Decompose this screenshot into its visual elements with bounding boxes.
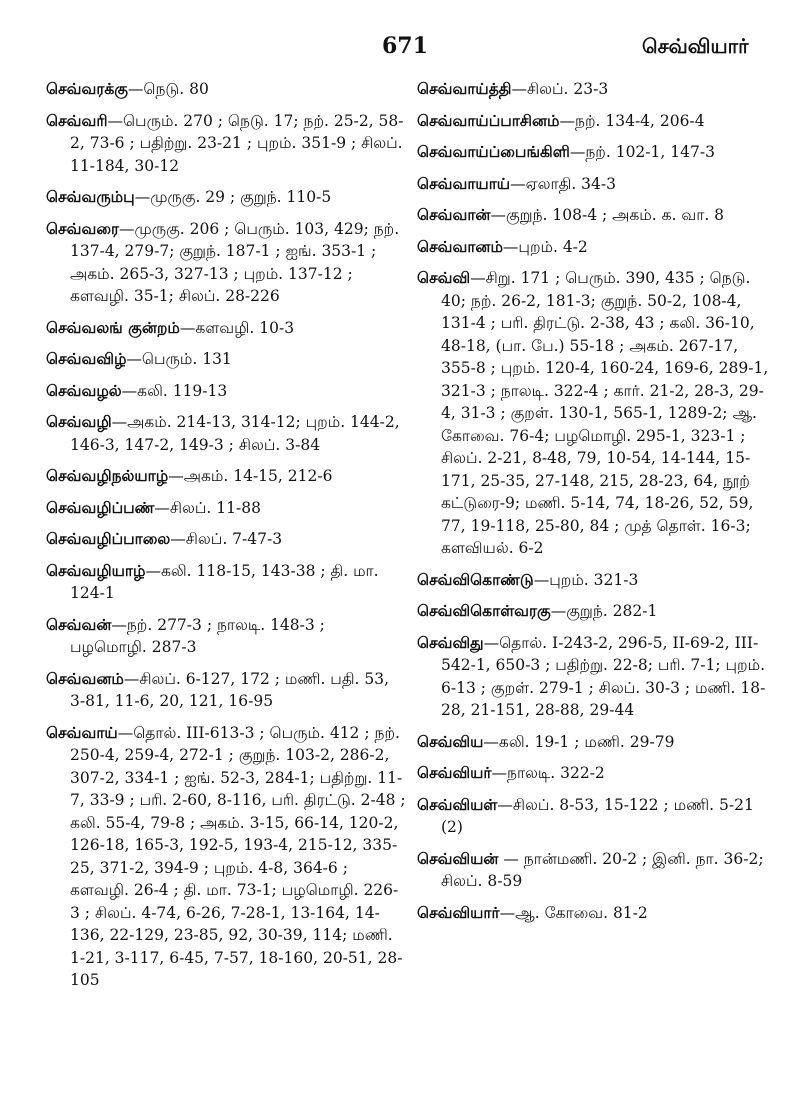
- entry-headword: செவ்விகொண்டு: [417, 569, 534, 589]
- index-entry: [46, 528, 406, 551]
- entry-references: —ஏலாதி. 34-3: [510, 174, 616, 193]
- index-entry: [417, 902, 777, 925]
- entry-headword: செவ்வழிப்பண்: [46, 497, 155, 517]
- entry-headword: செவ்வான்: [417, 205, 491, 224]
- entry-references: —குறுந். 108-4 ; அகம். க. வா. 8: [490, 206, 725, 224]
- entry-headword: செவ்வனம்: [46, 668, 124, 688]
- index-entry: [46, 411, 406, 456]
- entry-headword: செவ்வழிப்பாலை: [46, 529, 171, 548]
- entry-references: —சிறு. 171 ; பெரும். 390, 435 ; நெடு. 40; நற். 26-2, 181-3; குறுந். 50-2, 108-4, 131-4 ; பரி. திரட்டு. 2-38, 43 ; கலி. 36-10, 48-18, (பா. பே.) 55-18 ; அகம். 267-17, 355-8 ; புறம். 120-4, 160-24, 169-6, 289-1, 321-3 ; நாலடி. 322-4 ; கார். 21-2, 28-3, 29-4, 31-3 ; குறள். 130-1, 565-1, 1289-2; ஆ. கோவை. 76-4; பழமொழி. 295-1, 323-1 ; சிலப். 2-21, 8-48, 79, 10-54, 14-144, 15-171, 25-35, 27-148, 215, 28-23, 64, நூற் கட்டுரை-9; மணி. 5-14, 74, 18-26, 52, 59, 77, 19-118, 25-80, 84 ; முத் தொள். 16-3; களவியல். 6-2: [441, 269, 769, 557]
- index-entry: [46, 348, 406, 371]
- index-entry: [417, 141, 777, 164]
- index-entry: [46, 614, 406, 659]
- entry-headword: செவ்வரை: [46, 218, 119, 238]
- entry-references: —கலி. 19-1 ; மணி. 29-79: [483, 732, 675, 751]
- entry-references: —சிலப். 7-47-3: [170, 530, 283, 548]
- index-entry: [417, 794, 777, 839]
- right-column: [417, 78, 777, 933]
- entry-headword: செவ்வாய்ப்பைங்கிளி: [417, 142, 570, 161]
- entry-headword: செவ்வன்: [46, 614, 112, 634]
- entry-headword: செவ்வரக்கு: [46, 79, 128, 98]
- entry-references: — நான்மணி. 20-2 ; இனி. நா. 36-2; சிலப். 8-59: [441, 849, 764, 890]
- entry-headword: செவ்வாய்: [46, 722, 118, 742]
- index-entry: [417, 173, 777, 196]
- entry-headword: செவ்வாயாய்: [417, 173, 511, 193]
- entry-headword: செவ்வவிழ்: [46, 349, 127, 368]
- entry-headword: செவ்வரும்பு: [46, 187, 135, 206]
- entry-references: —கலி. 119-13: [121, 381, 228, 400]
- entry-headword: செவ்வலங் குன்றம்: [46, 317, 180, 337]
- entry-headword: செவ்வழல்: [46, 380, 122, 400]
- index-entry: [46, 380, 406, 403]
- entry-references: —பெரும். 131: [126, 350, 232, 368]
- entry-references: —புறம். 4-2: [502, 237, 588, 256]
- entry-headword: செவ்வியள்: [417, 794, 498, 814]
- entry-headword: செவ்வி: [417, 268, 471, 287]
- entry-headword: செவ்வழியாழ்: [46, 560, 146, 580]
- entry-references: —பெரும். 270 ; நெடு. 17; நற். 25-2, 58-2, 73-6 ; பதிற்று. 23-21 ; புறம். 351-9 ; சிலப். 11-184, 30-12: [70, 111, 404, 175]
- index-entry: [46, 668, 406, 713]
- entry-references: —முருகு. 206 ; பெரும். 103, 429; நற். 137-4, 279-7; குறுந். 187-1 ; ஐங். 353-1 ; அகம். 265-3, 327-13 ; புறம். 137-12 ; களவழி. 35-1; சிலப். 28-226: [70, 219, 400, 305]
- entry-headword: செவ்வாய்ப்பாசினம்: [417, 110, 560, 130]
- index-entry: [417, 204, 777, 227]
- entry-references: —ஆ. கோவை. 81-2: [499, 903, 648, 922]
- index-entry: [46, 186, 406, 209]
- index-entry: [46, 110, 406, 178]
- entry-references: —புறம். 321-3: [533, 570, 639, 589]
- entry-references: —சிலப். 8-53, 15-122 ; மணி. 5-21 (2): [441, 795, 754, 836]
- index-entry: [417, 848, 777, 893]
- entry-headword: செவ்வியன்: [417, 848, 499, 868]
- entry-references: —குறுந். 282-1: [550, 602, 658, 620]
- entry-references: —சிலப். 6-127, 172 ; மணி. பதி. 53, 3-81, 11-6, 20, 121, 16-95: [70, 669, 390, 710]
- running-head: செவ்வியார்: [642, 34, 749, 58]
- entry-headword: செவ்வழி: [46, 412, 112, 431]
- entry-references: —தொல். III-613-3 ; பெரும். 412 ; நற். 250-4, 259-4, 272-1 ; குறுந். 103-2, 286-2, 307-2, 334-1 ; ஐங். 52-3, 284-1; பதிற்று. 11-7, 33-9 ; பரி. 2-60, 8-116, பரி. திரட்டு. 2-48 ; கலி. 55-4, 79-8 ; அகம். 3-15, 66-14, 120-2, 126-18, 165-3, 192-5, 193-4, 215-12, 335-25, 371-2, 394-9 ; புறம். 4-8, 364-6 ; களவழி. 26-4 ; தி. மா. 73-1; பழமொழி. 226-3 ; சிலப். 4-74, 6-26, 7-28-1, 13-164, 14-136, 22-129, 23-85, 92, 30-39, 114; மணி. 1-21, 3-117, 6-45, 7-57, 18-160, 20-51, 28-105: [70, 723, 406, 989]
- left-column: [46, 78, 406, 1001]
- entry-references: —சிலப். 23-3: [511, 80, 609, 98]
- index-entry: [46, 560, 406, 605]
- entry-headword: செவ்வழிநல்யாழ்: [46, 466, 169, 485]
- index-entry: [46, 218, 406, 308]
- entry-headword: செவ்விது: [417, 632, 484, 652]
- index-entry: [417, 731, 777, 754]
- entry-references: —நற். 277-3 ; நாலடி. 148-3 ; பழமொழி. 287-3: [70, 615, 325, 656]
- entry-references: —தொல். I-243-2, 296-5, II-69-2, III-542-1, 650-3 ; பதிற்று. 22-8; பரி. 7-1; புறம். 6-13 ; குறள். 279-1 ; சிலப். 30-3 ; மணி. 18-28, 21-151, 28-88, 29-44: [441, 633, 766, 719]
- index-entry: [417, 569, 777, 592]
- index-entry: [46, 722, 406, 992]
- index-entry: [46, 497, 406, 520]
- entry-references: —அகம். 214-13, 314-12; புறம். 144-2, 146-3, 147-2, 149-3 ; சிலப். 3-84: [70, 413, 400, 454]
- entry-references: —நாலடி. 322-2: [491, 764, 605, 782]
- entry-headword: செவ்வரி: [46, 110, 108, 130]
- entry-references: —களவழி. 10-3: [179, 318, 295, 337]
- entry-headword: செவ்விகொள்வரகு: [417, 601, 551, 620]
- entry-references: —முருகு. 29 ; குறுந். 110-5: [134, 188, 332, 206]
- page-number: 671: [382, 33, 428, 59]
- entry-references: —கலி. 118-15, 143-38 ; தி. மா. 124-1: [70, 561, 379, 602]
- index-entry: [417, 236, 777, 259]
- entry-headword: செவ்வானம்: [417, 236, 503, 256]
- entry-references: —சிலப். 11-88: [154, 498, 261, 517]
- entry-headword: செவ்விய: [417, 731, 484, 751]
- index-entry: [417, 600, 777, 623]
- index-entry: [417, 762, 777, 785]
- entry-references: —நற். 134-4, 206-4: [559, 111, 705, 130]
- entry-headword: செவ்வியார்: [417, 902, 500, 922]
- index-entry: [46, 317, 406, 340]
- entry-headword: செவ்வியர்: [417, 763, 492, 782]
- index-entry: [417, 267, 777, 560]
- entry-references: —அகம். 14-15, 212-6: [168, 467, 333, 485]
- index-entry: [417, 110, 777, 133]
- index-entry: [417, 78, 777, 101]
- entry-references: —நற். 102-1, 147-3: [569, 143, 715, 161]
- entry-headword: செவ்வாய்த்தி: [417, 79, 512, 98]
- index-entry: [46, 465, 406, 488]
- index-entry: [46, 78, 406, 101]
- index-entry: [417, 632, 777, 722]
- entry-references: —நெடு. 80: [127, 80, 209, 98]
